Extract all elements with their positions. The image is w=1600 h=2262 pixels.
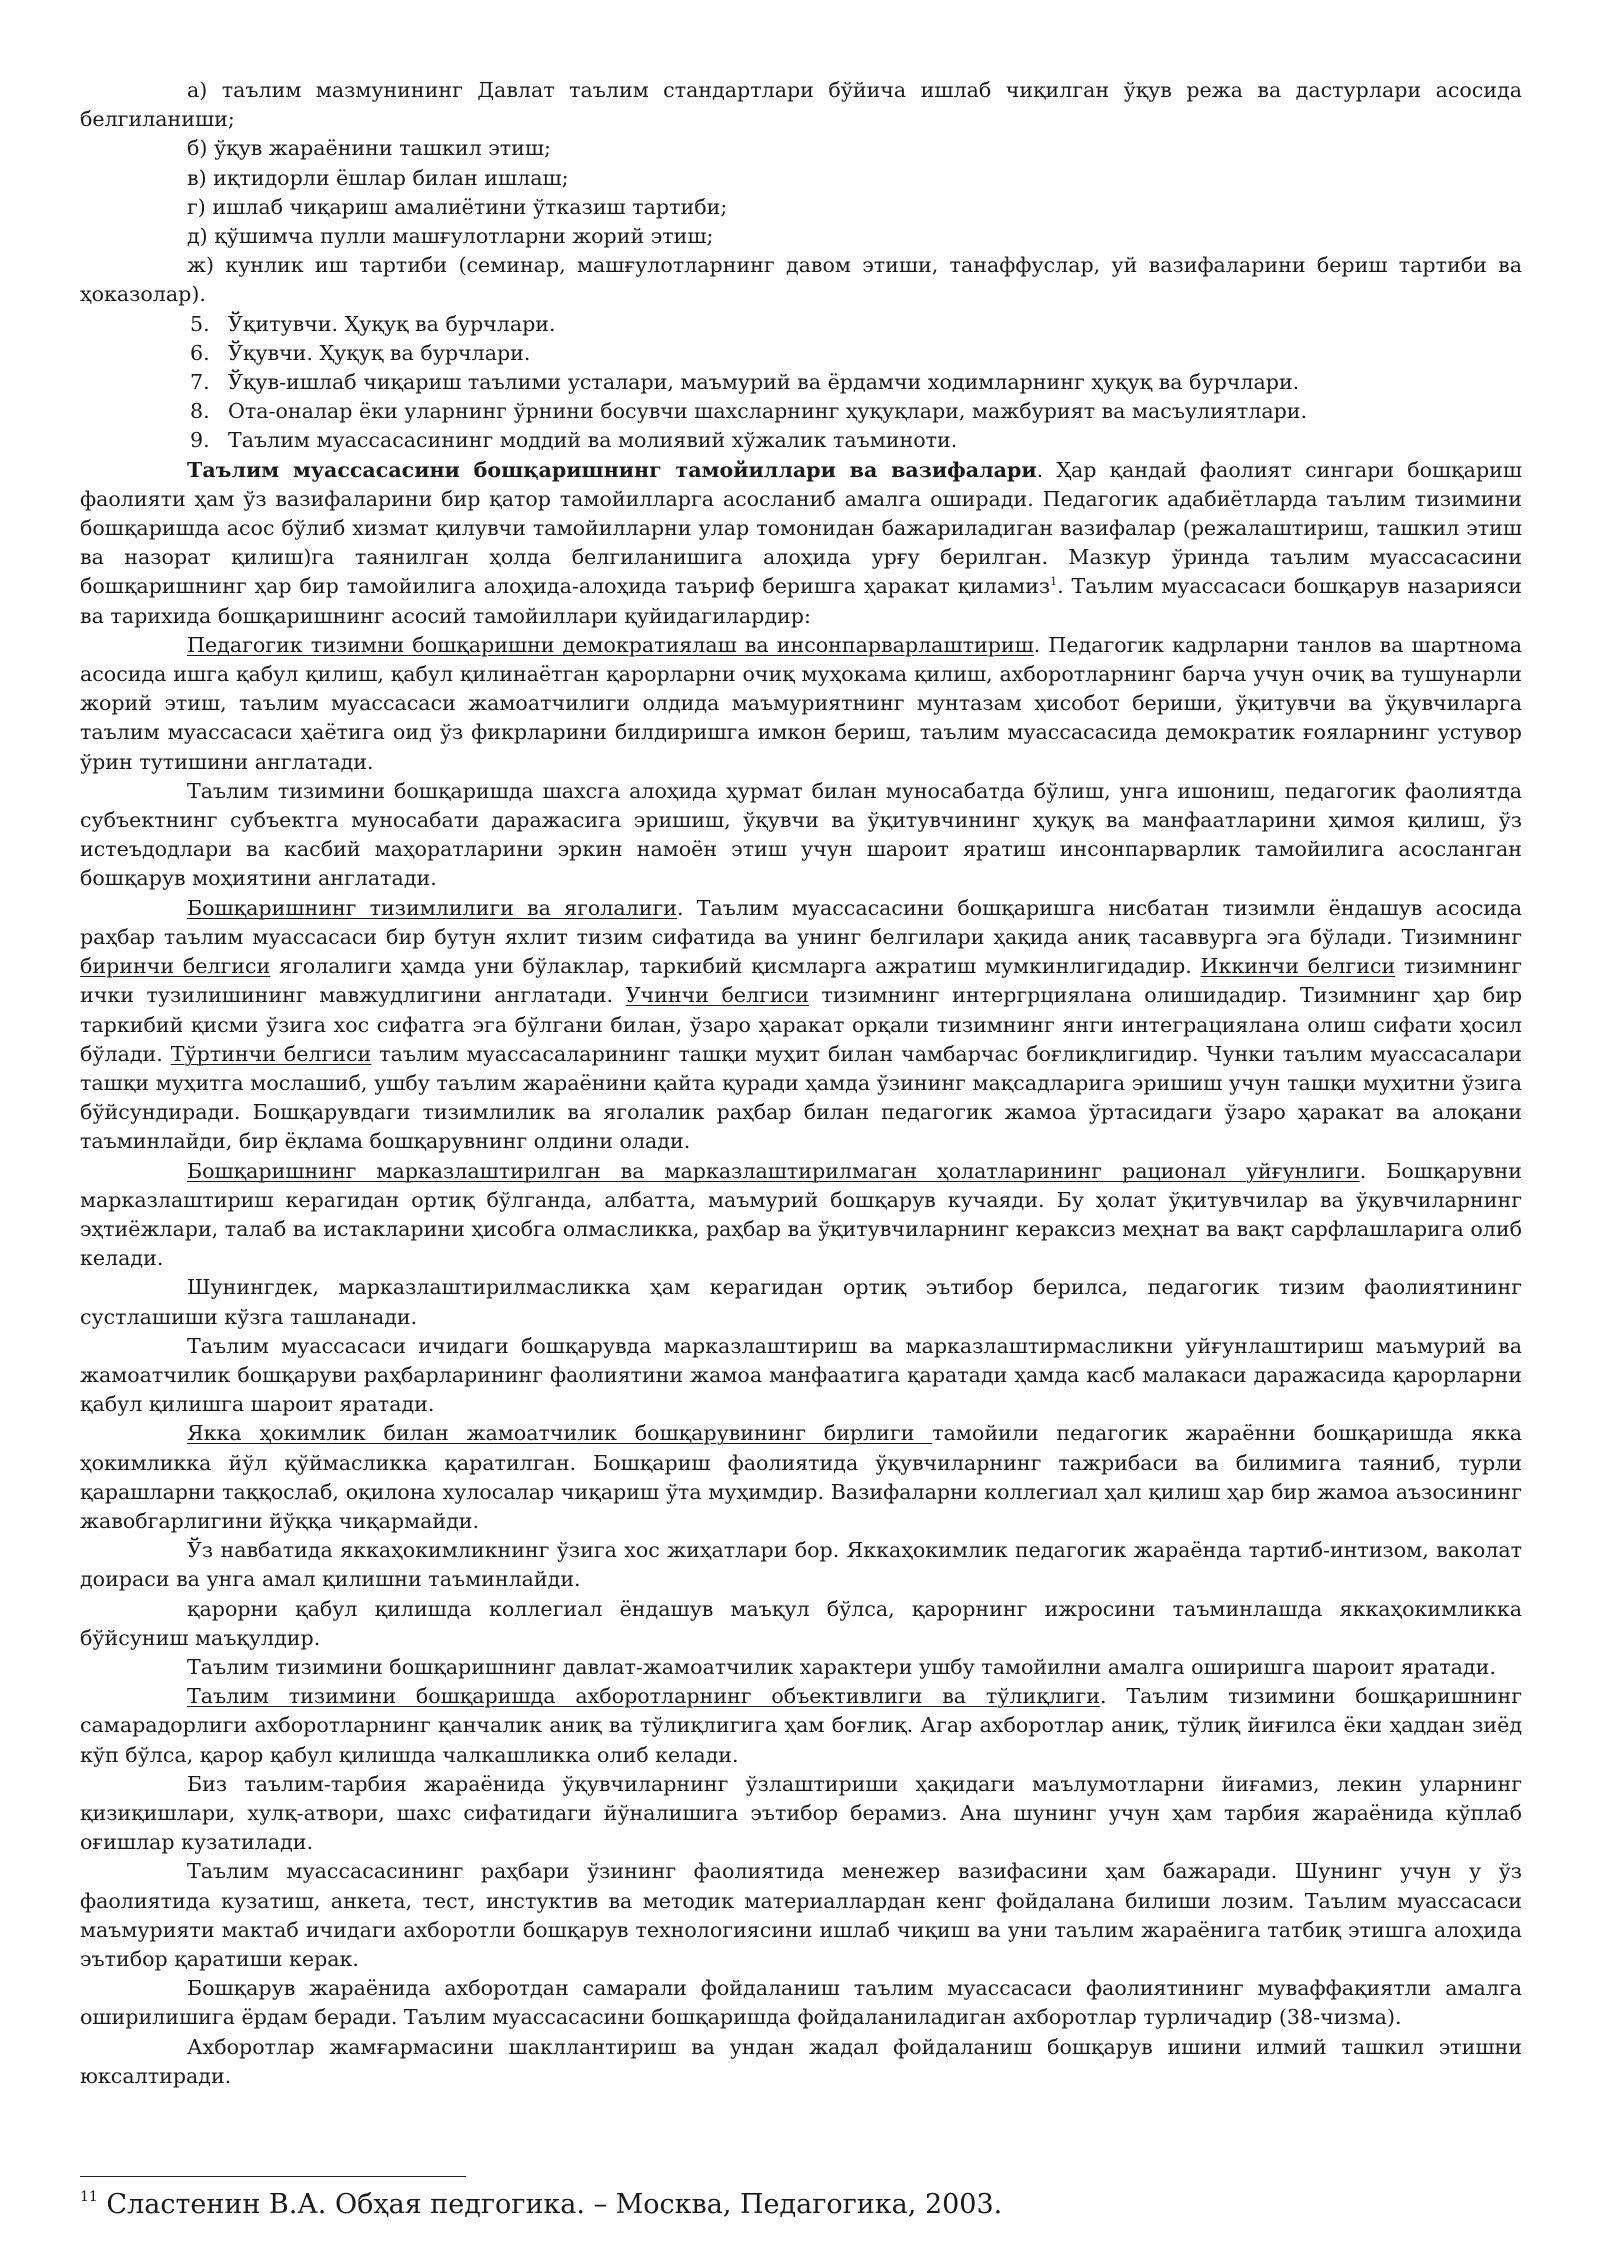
paragraph-decentralization: Шунингдек, марказлаштирилмасликка ҳам керагидан ортиқ эътибор берилса, педагогик тизим фаолиятининг сустлашиши кўзга ташланади. (80, 1275, 1522, 1329)
sign-label: Тўртинчи белгиси (170, 1041, 372, 1066)
paragraph-centralization: Бошқаришнинг марказлаштирилган ва марказлаштирилмаган ҳолатларининг рационал уйғунлиги. Бошқарувни марказлаштириш керагидан ортиқ бўлганда, албатта, маъмурий бошқарув кучаяди. Бу ҳолат ўқитувчилар ва ўқувчиларнинг эҳтиёжлари, талаб ва истакларини ҳисобга олмасликка, раҳбар ва ўқитувчиларнинг кераксиз меҳнат ва вақт сарфлашларига олиб келади. (80, 1158, 1522, 1271)
footnote-mark: 11 (80, 2189, 98, 2205)
list-item-a: а) таълим мазмунининг Давлат таълим стандартлари бўйича ишлаб чиқилган ўқув режа ва дастурлари асосида белгиланиши; (80, 78, 1522, 132)
list-item-v: в) иқтидорли ёшлар билан ишлаш; (187, 165, 569, 190)
paragraph-info-fund: Ахборотлар жамғармасини шакллантириш ва ундан жадал фойдаланиш бошқарув ишини илмий ташкил этишни юксалтиради. (80, 2034, 1522, 2088)
principle-title: Педагогик тизимни бошқаришни демократиялаш ва инсонпарварлаштириш (187, 632, 1034, 657)
paragraph-decision: қарорни қабул қилишда коллегиал ёндашув маъқул бўлса, қарорнинг ижросини таъминлашда яккаҳокимликка бўйсуниш маъқулдир. (80, 1596, 1522, 1650)
numbered-item-8: 8. Ота-оналар ёки уларнинг ўрнини босувчи шахсларнинг ҳуқуқлари, мажбурият ва масъулиятлари. (190, 399, 1308, 424)
paragraph-collegiality: Якка ҳокимлик билан жамоатчилик бошқарувининг бирлиги тамойили педагогик жараённи бошқаришда якка ҳокимликка йўл қўймасликка қаратилган. Бошқариш фаолиятида ўқувчиларнинг тажрибаси ва билимига таяниб, турли қарашларни таққослаб, оқилона хулосалар чиқариш ўта муҳимдир. Вазифаларни коллегиал ҳал қилиш ҳар бир жамоа аъзосининг жавобгарлигини йўққа чиқармайди. (80, 1421, 1523, 1533)
numbered-item-5: 5. Ўқитувчи. Ҳуқуқ ва бурчлари. (190, 311, 556, 336)
paragraph-principles-intro: Таълим муассасасини бошқаришнинг тамойиллари ва вазифалари. Ҳар қандай фаолият сингари бошқариш фаолияти ҳам ўз вазифаларини бир қатор тамойилларга асосланиб амалга оширади. Педагогик адабиётларда таълим тизимини бошқаришда асос бўлиб хизмат қилувчи тамойилларни улар томонидан бажариладиган вазифалар (режалаштириш, ташкил этиш ва назорат қилиш)га таянилган ҳолда белгиланишига алоҳида урғу берилган. Мазкур ўринда таълим муассасасини бошқаришнинг ҳар бир тамойилига алоҳида-алоҳида таъриф беришга ҳаракат қиламиз$^1$. Таълим муассасаси бошқарув назарияси ва тарихида бошқаришнинг асосий тамойиллари қуйидагилардир: (80, 457, 1522, 628)
footnote-ref: 1 (1050, 575, 1058, 589)
principle-title: Бошқаришнинг тизимлилиги ва яголалиги (187, 895, 677, 920)
paragraph-state-public: Таълим тизимини бошқаришнинг давлат-жамоатчилик характери ушбу тамойилни амалга оширишга шароит яратади. (187, 1654, 1496, 1679)
paragraph-information: Таълим тизимини бошқаришда ахборотларнинг объективлиги ва тўлиқлиги. Таълим тизимини бошқаришнинг самарадорлиги ахборотларнинг қанчалик аниқ ва тўлиқлигига ҳам боғлиқ. Агар ахборотлар аниқ, тўлиқ йиғилса ёки ҳаддан зиёд кўп бўлса, қарор қабул қилишда чалкашликка олиб келади. (80, 1684, 1522, 1767)
numbered-item-6: 6. Ўқувчи. Ҳуқуқ ва бурчлари. (190, 340, 531, 365)
footnote-separator (80, 2176, 466, 2177)
paragraph-systemicity: Бошқаришнинг тизимлилиги ва яголалиги. Таълим муассасасини бошқаришга нисбатан тизимли ёндашув асосида раҳбар таълим муассасаси бир бутун яхлит тизим сифатида ва унинг белгилари ҳақида аниқ тасаввурга эга бўлади. Тизимнинг биринчи белгиси яголалиги ҳамда уни бўлаклар, таркибий қисмларга ажратиш мумкинлигидадир. Иккинчи белгиси тизимнинг ички тузилишининг мавжудлигини англатади. Учинчи белгиси тизимнинг интергрцияланa олишидадир. Тизимнинг ҳар бир таркибий қисми ўзига хос сифатга эга бўлгани билан, ўзаро ҳаракат орқали тизимнинг янги интеграциялана олиш сифати ҳосил бўлади. Тўртинчи белгиси таълим муассасаларининг ташқи муҳит билан чамбарчас боғлиқлигидир. Чунки таълим муассасалари ташқи муҳитга мослашиб, ушбу таълим жараёнини қайта қуради ҳамда ўзининг мақсадларига эришиш учун ташқи муҳитни ўзига бўйсундиради. Бошқарувдаги тизимлилик ва яголалик раҳбар билан педагогик жамоа ўртасидаги ўзаро ҳаракат ва алоқани таъминлайди, бир ёқлама бошқарувнинг олдини олади. (80, 895, 1523, 1154)
sign-label: биринчи белгиси (80, 954, 271, 979)
principle-title: Якка ҳокимлик билан жамоатчилик бошқарувининг бирлиги (187, 1421, 933, 1446)
sign-label: Учинчи белгиси (625, 983, 809, 1008)
numbered-item-9: 9. Таълим муассасасининг моддий ва молиявий хўжалик таъминоти. (190, 428, 958, 453)
list-item-b: б) ўқув жараёнини ташкил этиш; (187, 136, 551, 161)
paragraph-effective-info: Бошқарув жараёнида ахборотдан самарали фойдаланиш таълим муассасаси фаолиятининг муваффақиятли амалга оширилишига ёрдам беради. Таълим муассасасини бошқаришда фойдаланиладиган ахборотлар турличадир (38-чизма). (80, 1976, 1522, 2030)
paragraph-autocracy: Ўз навбатида яккаҳокимликнинг ўзига хос жиҳатлари бор. Яккаҳокимлик педагогик жараёнда тартиб-интизом, ваколат доираси ва унга амал қилишни таъминлайди. (80, 1538, 1522, 1592)
paragraph-manager: Таълим муассасасининг раҳбари ўзининг фаолиятида менежер вазифасини ҳам бажаради. Шунинг учун у ўз фаолиятида кузатиш, анкета, тест, инстуктив ва методик материаллардан кенг фойдалана билиши лозим. Таълим муассасаси маъмурияти мактаб ичидаги ахборотли бошқарув технологиясини ишлаб чиқиш ва уни таълим жараёнига татбиқ этишга алоҳида эътибор қаратиши керак. (80, 1859, 1522, 1971)
paragraph-harmonization: Таълим муассасаси ичидаги бошқарувда марказлаштириш ва марказлаштирмасликни уйғунлаштириш маъмурий ва жамоатчилик бошқаруви раҳбарларининг фаолиятини жамоа манфаатига қаратади ҳамда касб малакаси даражасида қарорларни қабул қилишга шароит яратади. (80, 1333, 1522, 1417)
principle-title: Бошқаришнинг марказлаштирилган ва марказлаштирилмаган ҳолатларининг рационал уйғунлиги (187, 1158, 1360, 1183)
paragraph-humanism: Таълим тизимини бошқаришда шахсга алоҳида ҳурмат билан муносабатда бўлиш, унга ишониш, педагогик фаолиятда субъектнинг субъектга муносабати даражасига эришиш, ўқувчи ва ўқитувчининг ҳуқуқ ва манфаатларини ҳимоя қилиш, ўз истеъдодлари ва касбий маҳоратларини эркин намоён этиш учун шароит яратиш инсонпарварлик тамойилига асосланган бошқарув моҳиятини англатади. (80, 778, 1522, 891)
footnote: $^{11}$ Сластенин В.А. Обҳая педгогика. – Москва, Педагогика, 2003. (80, 2189, 1003, 2220)
principle-title: Таълим тизимини бошқаришда ахборотларнинг объективлиги ва тўлиқлиги (187, 1684, 1101, 1709)
sign-label: Иккинчи белгиси (1200, 954, 1396, 979)
section-heading: Таълим муассасасини бошқаришнинг тамойиллари ва вазифалари (187, 457, 1037, 482)
list-item-d: д) қўшимча пулли машғулотларни жорий этиш; (187, 224, 714, 249)
list-item-zh: ж) кунлик иш тартиби (семинар, машғулотларнинг давом этиши, танаффуслар, уй вазифаларини бериш тартиби ва ҳоказолар). (80, 253, 1522, 307)
list-item-g: г) ишлаб чиқариш амалиётини ўтказиш тартиби; (187, 194, 728, 219)
paragraph-upbringing: Биз таълим-тарбия жараёнида ўқувчиларнинг ўзлаштириши ҳақидаги маълумотларни йиғамиз, лекин уларнинг қизиқишлари, хулқ-атвори, шахс сифатидаги йўналишига эътибор берамиз. Ана шунинг учун ҳам тарбия жараёнида кўплаб оғишлар кузатилади. (80, 1771, 1522, 1855)
numbered-item-7: 7. Ўқув-ишлаб чиқариш таълими усталари, маъмурий ва ёрдамчи ходимларнинг ҳуқуқ ва бурчлари. (190, 370, 1300, 395)
paragraph-democratization: Педагогик тизимни бошқаришни демократиялаш ва инсонпарварлаштириш. Педагогик кадрларни танлов ва шартнома асосида ишга қабул қилиш, қабул қилинаётган қарорларни очиқ муҳокама қилиш, ахборотларнинг барча учун очиқ ва тушунарли жорий этиш, таълим муассасаси жамоатчилиги олдида маъмуриятнинг мунтазам ҳисобот бериши, ўқитувчи ва ўқувчиларга таълим муассасаси ҳаётига оид ўз фикрларини билдиришга имкон бериш, таълим муассасасида демократик ғояларнинг устувор ўрин тутишини англатади. (80, 632, 1522, 774)
